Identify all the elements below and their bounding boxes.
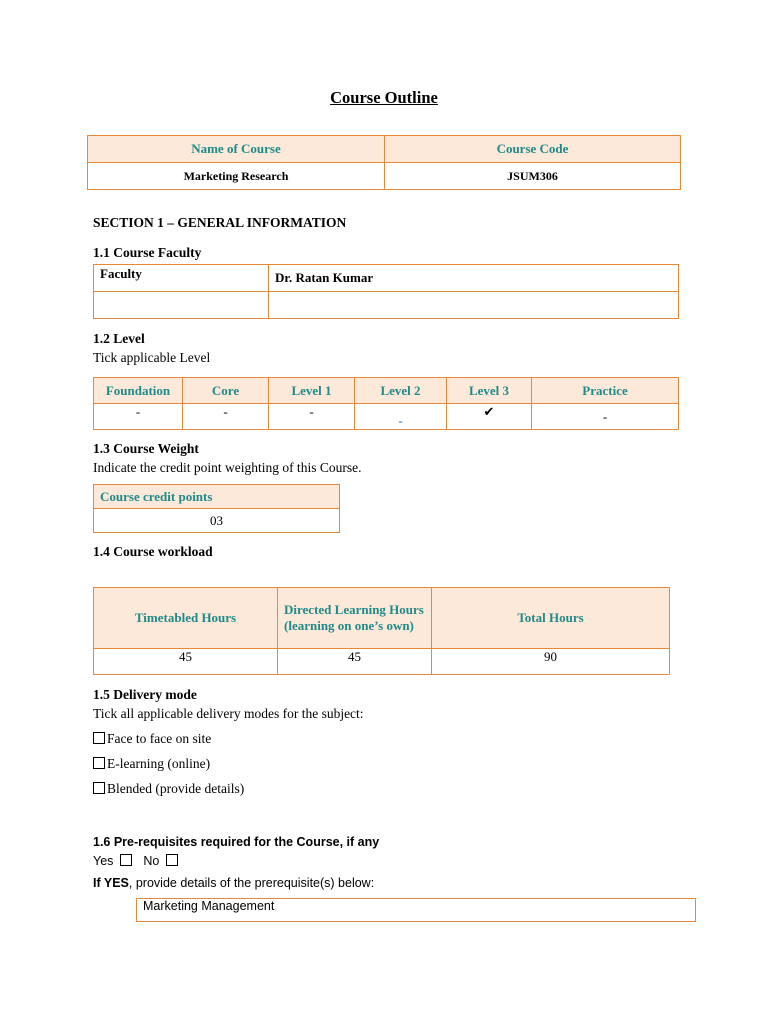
- no-checkbox-icon[interactable]: [166, 854, 178, 866]
- prereq-yes-no: [93, 854, 180, 868]
- weight-heading: 1.3 Course Weight: [93, 441, 199, 456]
- level-value-core: -: [183, 404, 269, 430]
- level-header-level-2: Level 2: [355, 378, 447, 404]
- faculty-empty-cell: [269, 292, 679, 319]
- workload-heading: 1.4 Course workload: [93, 544, 213, 559]
- checkbox-icon[interactable]: [93, 757, 105, 769]
- level-heading: 1.2 Level: [93, 331, 145, 346]
- yes-label: Yes: [93, 854, 114, 868]
- course-name-value: Marketing Research: [88, 163, 385, 190]
- prereq-instruction: If YES, provide details of the prerequisite(s) below:: [93, 876, 375, 890]
- faculty-empty-cell: [94, 292, 269, 319]
- faculty-label: Faculty: [94, 265, 269, 292]
- credit-points-table: [93, 484, 340, 533]
- prereq-heading: 1.6 Pre-requisites required for the Course, if any: [93, 835, 380, 849]
- course-code-header: Course Code: [385, 136, 681, 163]
- level-value-level-1: -: [269, 404, 355, 430]
- checkbox-icon[interactable]: [93, 782, 105, 794]
- level-header-level-1: Level 1: [269, 378, 355, 404]
- level-header-foundation: Foundation: [94, 378, 183, 404]
- level-header-practice: Practice: [532, 378, 679, 404]
- delivery-option-face-to-face[interactable]: Face to face on site: [93, 731, 211, 747]
- level-instruction: Tick applicable Level: [93, 350, 211, 365]
- section-1-title: SECTION 1 – GENERAL INFORMATION: [93, 215, 347, 230]
- total-hours-value: 90: [432, 649, 670, 675]
- timetabled-hours-header: Timetabled Hours: [94, 588, 278, 649]
- faculty-table: [93, 264, 679, 319]
- delivery-instruction: Tick all applicable delivery modes for the subject:: [93, 706, 364, 721]
- course-name-header: Name of Course: [88, 136, 385, 163]
- no-label: No: [143, 854, 160, 868]
- delivery-heading: 1.5 Delivery mode: [93, 687, 197, 702]
- level-value-level-2: -: [355, 404, 447, 430]
- delivery-option-blended[interactable]: Blended (provide details): [93, 781, 244, 797]
- faculty-value: Dr. Ratan Kumar: [269, 265, 679, 292]
- level-value-practice: -: [532, 404, 679, 430]
- level-value-foundation: -: [94, 404, 183, 430]
- yes-checkbox-icon[interactable]: [120, 854, 132, 866]
- level-3-checkmark-icon: ✔: [447, 404, 532, 430]
- level-header-core: Core: [183, 378, 269, 404]
- weight-instruction: Indicate the credit point weighting of this Course.: [93, 460, 362, 475]
- workload-table: [93, 587, 670, 675]
- checkbox-icon[interactable]: [93, 732, 105, 744]
- prereq-details-field[interactable]: Marketing Management: [136, 898, 696, 922]
- course-info-table: [87, 135, 681, 190]
- credit-points-header: Course credit points: [94, 485, 340, 509]
- faculty-heading: 1.1 Course Faculty: [93, 245, 202, 260]
- document-title: Course Outline: [330, 88, 438, 107]
- timetabled-hours-value: 45: [94, 649, 278, 675]
- level-header-level-3: Level 3: [447, 378, 532, 404]
- level-table: [93, 377, 679, 430]
- course-code-value: JSUM306: [385, 163, 681, 190]
- credit-points-value: 03: [94, 509, 340, 533]
- directed-learning-value: 45: [278, 649, 432, 675]
- total-hours-header: Total Hours: [432, 588, 670, 649]
- directed-learning-header: Directed Learning Hours (learning on one’s own): [278, 588, 432, 649]
- delivery-option-e-learning[interactable]: E-learning (online): [93, 756, 210, 772]
